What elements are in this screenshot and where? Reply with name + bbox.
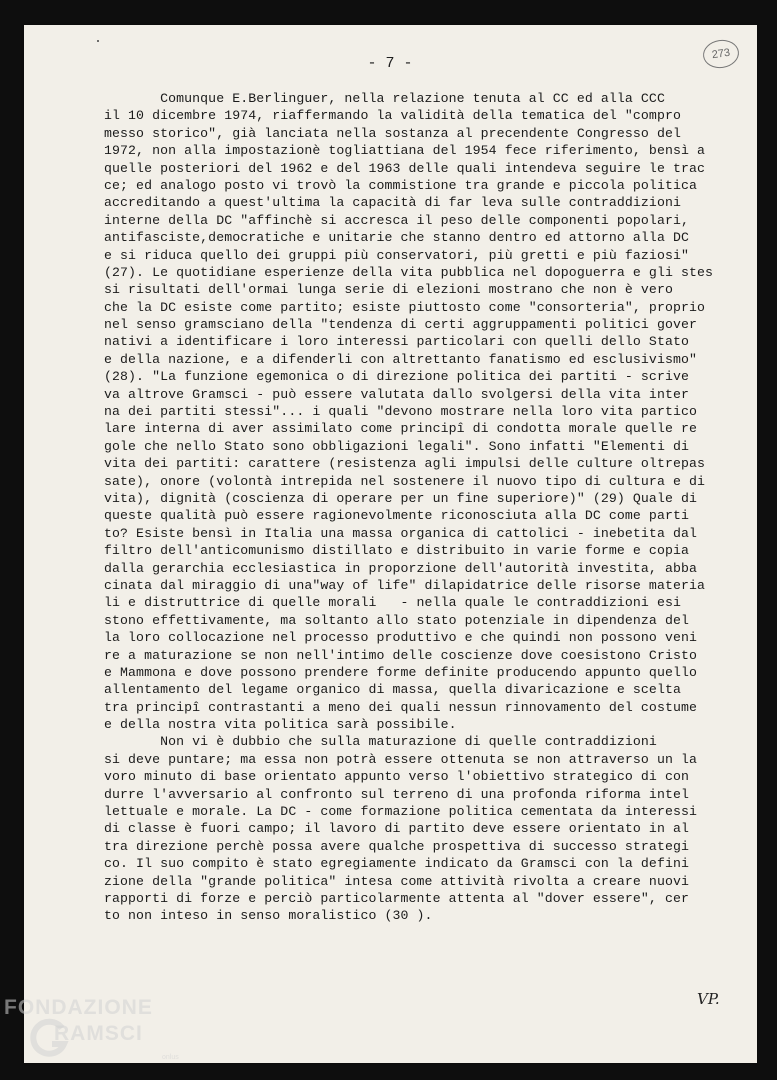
text-line: messo storico", già lanciata nella sostanza al precendente Congresso del [104,125,681,141]
text-line: Comunque E.Berlinguer, nella relazione tenuta al CC ed alla CCC [104,91,665,106]
text-line: (27). Le quotidiane esperienze della vita pubblica nel dopoguerra e gli stes [104,264,714,280]
text-line: na dei partiti stessi"... i quali "devono mostrare nella loro vita partico [104,404,698,420]
text-line: la loro collocazione nel processo produttivo e che quindi non possono veni [104,630,698,646]
text-line: sate), onore (volontà intrepida nel sostenere il nuovo tipo di cultura e di [104,473,706,489]
text-line: si deve puntare; ma essa non potrà essere ottenuta se non attraverso un la [104,751,698,767]
text-line: dalla gerarchia ecclesiastica in proporzione dell'autorità investita, abba [104,560,698,576]
text-line: li e distruttrice di quelle morali - nella quale le contraddizioni esi [104,595,681,611]
text-line: lettuale e morale. La DC - come formazione politica cementata da interessi [104,804,698,820]
text-line: queste qualità può essere ragionevolmente riconosciuta alla DC come parti [104,508,690,524]
stray-ink-dot [97,40,99,42]
text-line: nel senso gramsciano della "tendenza di certi aggruppamenti politici gover [104,317,698,333]
fondazione-gramsci-watermark [2,992,202,1076]
text-line: durre l'avversario al confronto sul terreno di una profonda riforma intel [104,786,690,802]
archive-stamp-number: 273 [701,38,741,71]
text-line: tra principî contrastanti a meno dei quali nessun rinnovamento del costume [104,699,698,715]
text-line: si risultati dell'ormai lunga serie di elezioni mostrano che non è vero [104,282,673,298]
text-line: 1972, non alla impostazionè togliattiana del 1954 fece riferimento, bensì a [104,143,706,159]
text-line: stono effettivamente, ma soltanto allo stato potenziale in dipendenza del [104,612,690,628]
text-line: quelle posteriori del 1962 e del 1963 delle quali intendeva seguire le trac [104,160,706,176]
text-line: co. Il suo compito è stato egregiamente indicato da Gramsci con la defini [104,856,690,872]
text-line: to? Esiste bensì in Italia una massa organica di cattolici - inebetita dal [104,525,698,541]
text-line: re a maturazione se non nell'intimo delle coscienze dove coesistono Cristo [104,647,698,663]
text-line: gole che nello Stato sono obbligazioni legali". Sono infatti "Elementi di [104,438,690,454]
text-line: Non vi è dubbio che sulla maturazione di quelle contraddizioni [104,734,657,750]
watermark-line2: RAMSCI [54,1022,143,1045]
text-line: (28). "La funzione egemonica o di direzione politica dei partiti - scrive [104,369,690,385]
text-line: e della nostra vita politica sarà possibile. [104,717,457,733]
handwritten-initials: VP. [697,990,720,1008]
text-line: accreditando a quest'ultima la capacità di far leva sulle contraddizioni [104,195,681,211]
text-line: filtro dell'anticomunismo distillato e distribuito in varie forme e copia [104,543,690,559]
text-line: nativi a identificare i loro interessi particolari con quelli dello Stato [104,334,690,350]
text-line: di classe è fuori campo; il lavoro di partito deve essere orientato in al [104,821,690,837]
text-line: cinata dal miraggio di una"way of life" dilapidatrice delle risorse materia [104,577,706,593]
text-line: lare interna di aver assimilato come principî di condotta morale quelle re [104,421,698,437]
watermark-onlus: onlus [162,1054,179,1061]
text-line: zione della "grande politica" intesa come attività rivolta a creare nuovi [104,873,690,889]
text-line: vita dei partiti: carattere (resistenza agli impulsi delle culture oltrepas [104,456,706,472]
text-line: ce; ed analogo posto vi trovò la commistione tra grande e piccola politica [104,177,698,193]
text-line: allentamento del legame organico di massa, quella divaricazione e scelta [104,682,681,698]
text-line: to non inteso in senso moralistico (30 ). [104,908,433,924]
text-line: e Mammona e dove possono prendere forme definite producendo appunto quello [104,664,698,680]
page-number: - 7 - [367,55,413,72]
text-line: voro minuto di base orientato appunto verso l'obiettivo strategico di con [104,769,690,785]
text-line: e si riduca quello dei gruppi più conservatori, più gretti e più faziosi" [104,247,690,263]
text-line: rapporti di forze e perciò particolarmente attenta al "dover essere", cer [104,890,690,906]
text-line: interne della DC "affinchè si accresca il peso delle componenti popolari, [104,212,690,228]
text-line: va altrove Gramsci - può essere valutata dallo svolgersi della vita inter [104,386,690,402]
text-line: tra direzione perchè possa avere qualche prospettiva di successo strategi [104,838,690,854]
body-text [104,90,714,925]
text-line: che la DC esiste come partito; esiste piuttosto come "consorteria", proprio [104,299,706,315]
text-line: antifasciste,democratiche e unitarie che stanno dentro ed attorno alla DC [104,230,690,246]
watermark-line1: FONDAZIONE [4,996,153,1019]
text-line: vita), dignità (coscienza di operare per un fine superiore)" (29) Quale di [104,490,698,506]
text-line: e della nazione, e a difenderli con altrettanto fanatismo ed esclusivismo" [104,351,698,367]
text-line: il 10 dicembre 1974, riaffermando la validità della tematica del "compro [104,108,681,124]
